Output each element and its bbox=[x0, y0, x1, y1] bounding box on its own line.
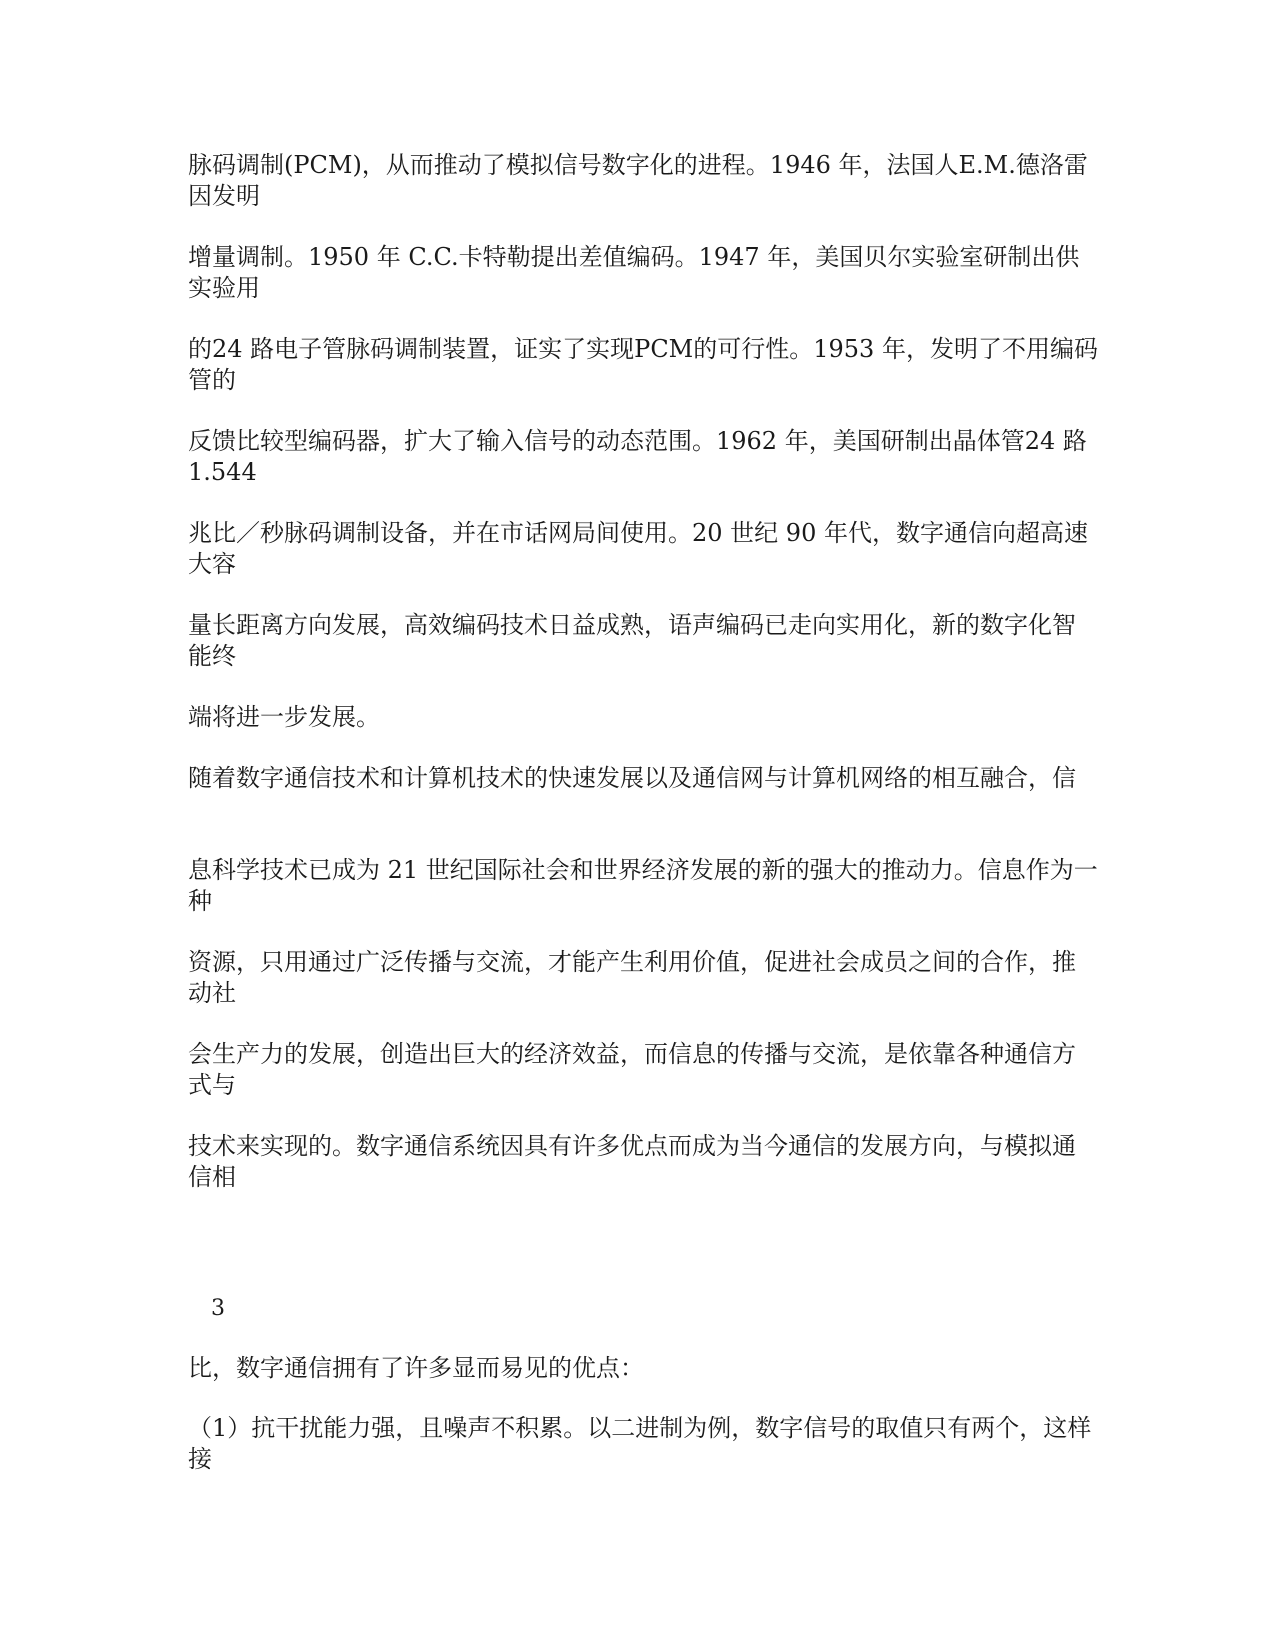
paragraph-4: 反馈比较型编码器，扩大了输入信号的动态范围。1962 年，美国研制出晶体管24 路1.544 bbox=[188, 427, 1087, 486]
paragraph-10: 资源，只用通过广泛传播与交流，才能产生利用价值，促进社会成员之间的合作，推动社 bbox=[188, 948, 1076, 1007]
paragraph-1: 脉码调制(PCM)，从而推动了模拟信号数字化的进程。1946 年，法国人E.M.德洛雷因发明 bbox=[188, 151, 1088, 210]
page-number: 3 bbox=[211, 1296, 225, 1321]
paragraph-13: 比，数字通信拥有了许多显而易见的优点： bbox=[188, 1354, 644, 1382]
paragraph-2: 增量调制。1950 年 C.C.卡特勒提出差值编码。1947 年，美国贝尔实验室研制出供实验用 bbox=[188, 243, 1080, 302]
paragraph-14: （1）抗干扰能力强，且噪声不积累。以二进制为例，数字信号的取值只有两个，这样接 bbox=[188, 1414, 1092, 1473]
paragraph-3: 的24 路电子管脉码调制装置，证实了实现PCM的可行性。1953 年，发明了不用编码管的 bbox=[188, 335, 1098, 394]
paragraph-12: 技术来实现的。数字通信系统因具有许多优点而成为当今通信的发展方向，与模拟通信相 bbox=[188, 1132, 1076, 1191]
paragraph-5: 兆比／秒脉码调制设备，并在市话网局间使用。20 世纪 90 年代，数字通信向超高速大容 bbox=[188, 519, 1088, 578]
paragraph-8: 随着数字通信技术和计算机技术的快速发展以及通信网与计算机网络的相互融合，信 bbox=[188, 764, 1076, 792]
paragraph-7: 端将进一步发展。 bbox=[188, 703, 380, 731]
paragraph-9: 息科学技术已成为 21 世纪国际社会和世界经济发展的新的强大的推动力。信息作为一种 bbox=[188, 856, 1098, 915]
paragraph-6: 量长距离方向发展，高效编码技术日益成熟，语声编码已走向实用化，新的数字化智能终 bbox=[188, 611, 1076, 670]
paragraph-11: 会生产力的发展，创造出巨大的经济效益，而信息的传播与交流，是依靠各种通信方式与 bbox=[188, 1040, 1076, 1099]
